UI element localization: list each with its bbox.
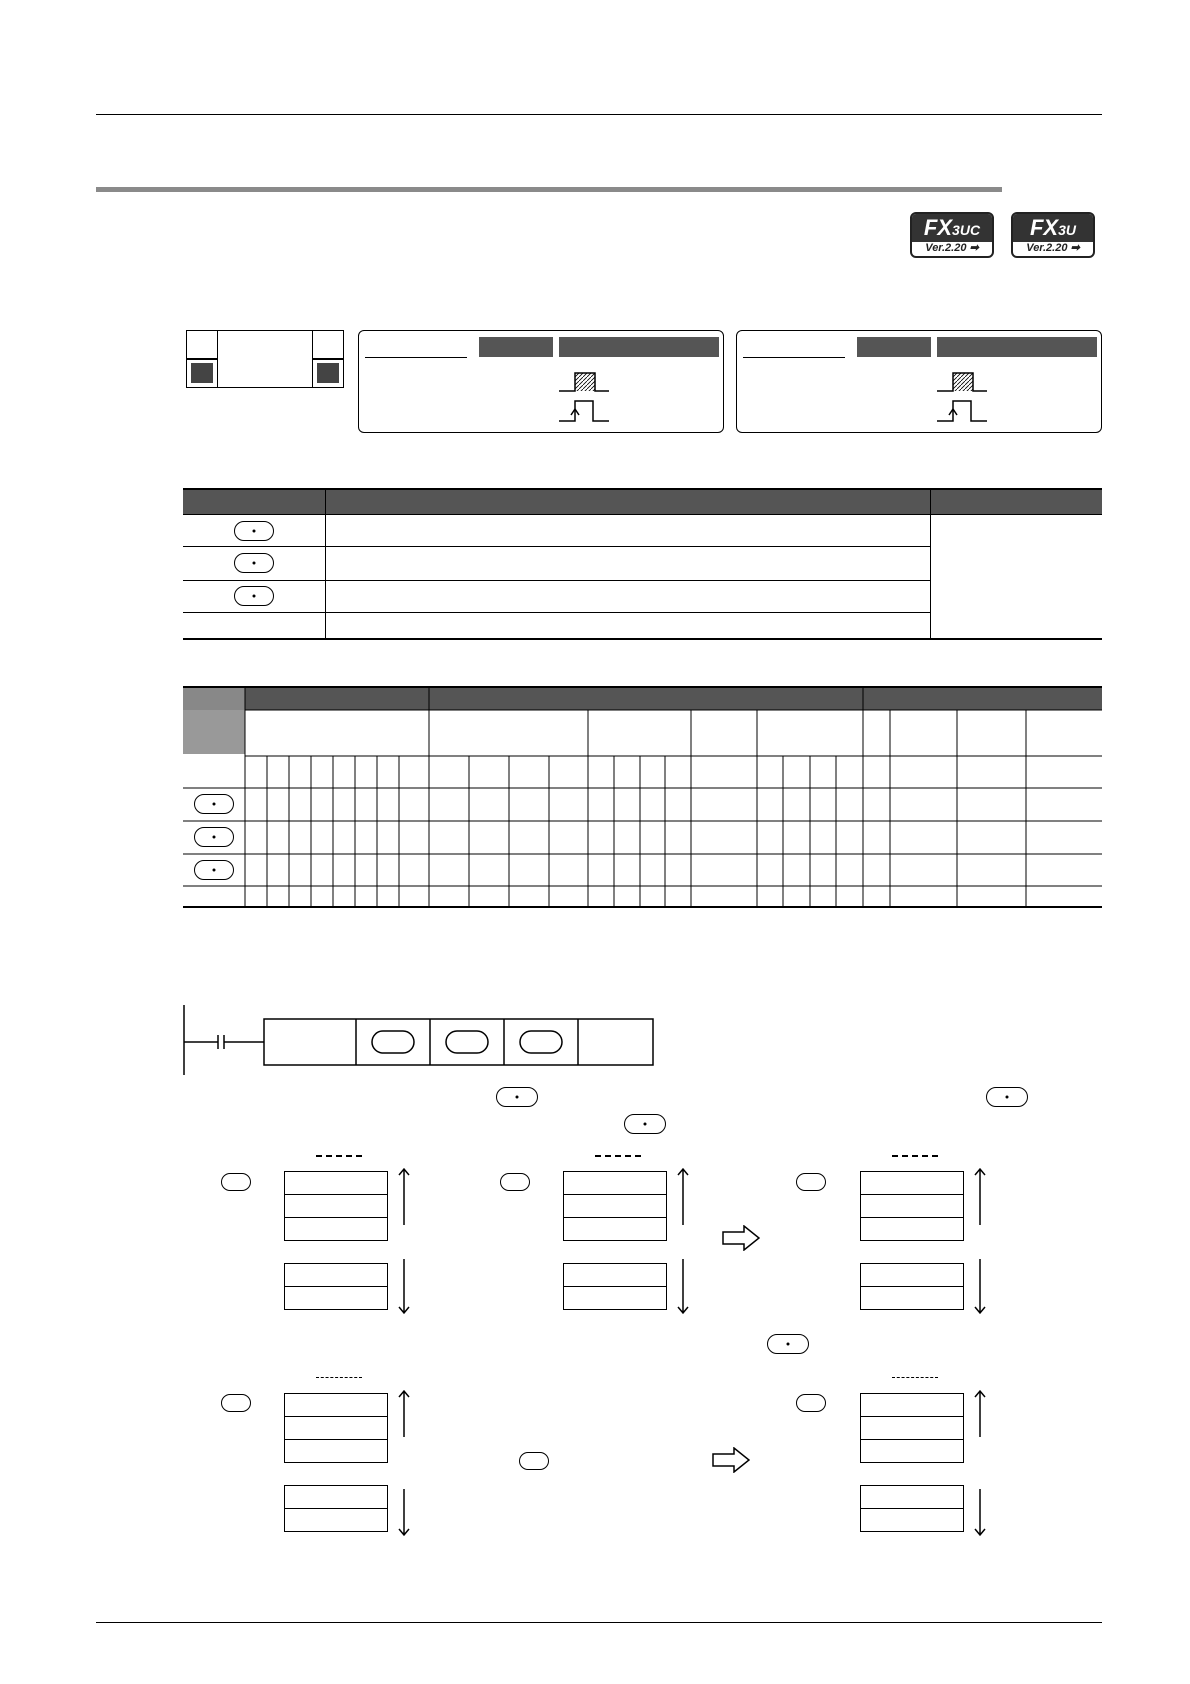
badge-model: FX — [923, 215, 953, 240]
device-oval-icon — [221, 1394, 251, 1412]
instruction-symbol — [186, 330, 344, 388]
pulse-hatched-icon — [937, 369, 987, 393]
operand-table-header — [183, 488, 1102, 514]
section-bar — [96, 187, 1002, 192]
top-rule — [96, 114, 1102, 115]
pulse-hatched-icon — [559, 369, 609, 393]
operand-oval-icon — [624, 1114, 666, 1134]
execution-box-2 — [736, 330, 1102, 433]
corner-fill-left — [191, 363, 213, 383]
operand-oval-icon — [234, 586, 274, 606]
execution-box-1 — [358, 330, 724, 433]
device-oval-icon — [500, 1173, 530, 1191]
operand-oval-icon — [234, 521, 274, 541]
device-oval-icon — [796, 1173, 826, 1191]
ladder-diagram — [180, 1005, 660, 1075]
device-table — [183, 686, 1102, 910]
fx3uc-badge: FX3UC Ver.2.20 ➡ — [910, 212, 994, 258]
operand-oval-icon — [986, 1087, 1028, 1107]
badge-suffix: 3U — [1058, 222, 1077, 238]
right-arrow-icon — [722, 1225, 760, 1251]
rising-edge-icon — [937, 397, 987, 423]
device-oval-icon — [796, 1394, 826, 1412]
corner-fill-right — [317, 363, 339, 383]
device-oval-icon — [221, 1173, 251, 1191]
right-arrow-icon — [712, 1447, 750, 1473]
operand-oval-icon — [234, 553, 274, 573]
rising-edge-icon — [559, 397, 609, 423]
operand-table — [183, 488, 1102, 642]
bottom-rule — [96, 1622, 1102, 1623]
operand-oval-icon — [194, 860, 234, 880]
fx3u-badge: FX3U Ver.2.20 ➡ — [1011, 212, 1095, 258]
badge-model: FX — [1029, 215, 1059, 240]
badge-version: Ver.2.20 — [1026, 242, 1068, 254]
operand-oval-icon — [496, 1087, 538, 1107]
badge-version: Ver.2.20 — [925, 242, 967, 254]
operand-oval-icon — [767, 1334, 809, 1354]
device-oval-icon — [519, 1452, 549, 1470]
operand-oval-icon — [194, 827, 234, 847]
operand-oval-icon — [194, 794, 234, 814]
badge-suffix: 3UC — [952, 222, 981, 238]
